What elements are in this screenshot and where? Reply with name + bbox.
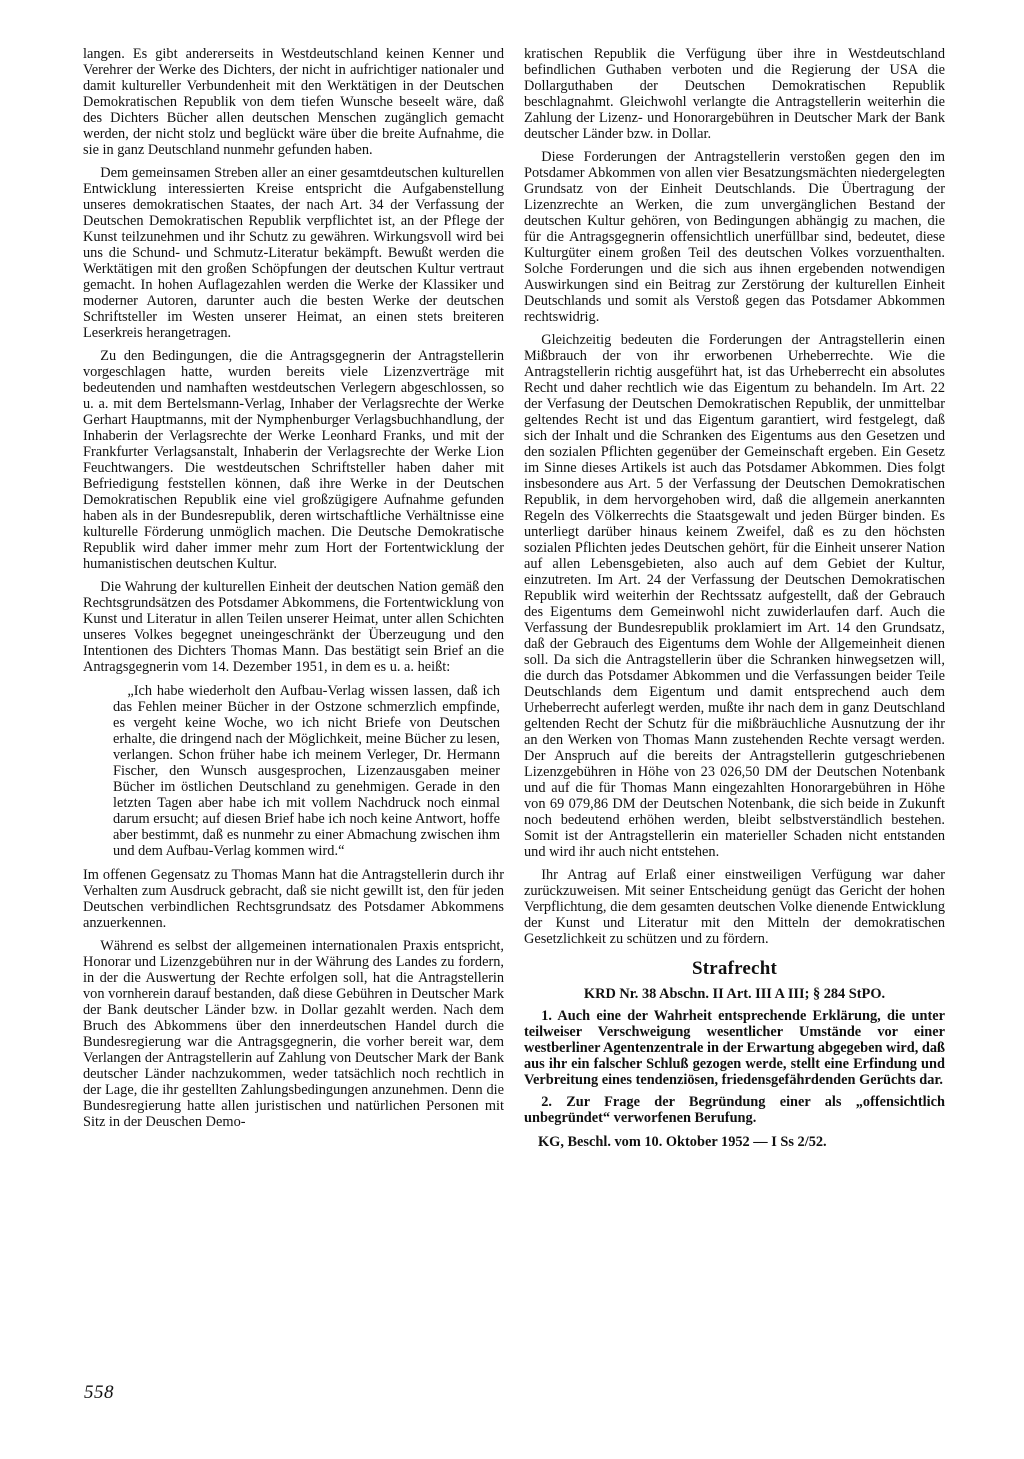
paragraph: langen. Es gibt andererseits in Westdeutschland keinen Kenner und Verehrer der Werke des Dichters, der nicht in aufrichtiger nationaler und damit kultureller Verbundenheit mit den Werktätigen in der Deutschen Demokratischen Republik von dem tiefen Wunsche beseelt wäre, daß des Dichters Bücher allen deutschen Menschen zugänglich gemacht werden, der nicht stolz und beglückt wäre über die breite Aufnahme, die sie in ganz Deutschland nunmehr gefunden haben. bbox=[83, 46, 504, 158]
statute-reference: KRD Nr. 38 Abschn. II Art. III A III; § 284 StPO. bbox=[583, 986, 886, 1002]
paragraph: Während es selbst der allgemeinen internationalen Praxis entspricht, Honorar und Lizenzgebühren nur in der Währung des Landes zu fordern, in der die Auswertung der Rechte erfolgen soll, hat die Antragstellerin von vornherein darauf bestanden, daß diese Gebühren in Deutscher Mark der Bank deutscher Länder bzw. in Dollar gezahlt werden. Nach dem Bruch des Abkommens über den innerdeutschen Handel durch die Bundesregierung war die Antragsgegnerin, die vorher bereit war, dem Verlangen der Antragstellerin auf Zahlung von Deutscher Mark der Bank deutscher Länder nachzukommen, weder tatsächlich noch rechtlich in der Lage, die ihr gestellten Zahlungsbedingungen anzunehmen. Denn die Bundesregierung hatte allen juristischen und natürlichen Personen mit Sitz in der Deuschen Demo- bbox=[83, 938, 504, 1130]
paragraph: Dem gemeinsamen Streben aller an einer gesamtdeutschen kulturellen Entwicklung interessierten Kreise entspricht die Aufgabenstellung unseres demokratischen Staates, der nach Art. 34 der Verfassung der Deutschen Demokratischen Republik verpflichtet ist, an der Pflege der Kunst teilzunehmen und ihr Schutz zu gewähren. Wirkungsvoll wird bei uns die Schund- und Schmutz-Literatur bekämpft. Bewußt werden die Werktätigen mit den großen Schöpfungen der deutschen Kultur vertraut gemacht. In hohen Auflagezahlen werden die Werke der Klassiker und moderner Autoren, darunter auch die besten Werke der deutschen Schriftsteller im Westen unserer Heimat, an einen stets breiteren Leserkreis herangetragen. bbox=[83, 165, 504, 341]
headnote: 1. Auch eine der Wahrheit entsprechende Erklärung, die unter teilweiser Verschweigung wesentlicher Umstände vor einer westberliner Agentenzentrale in der Erwartung abgegeben wird, daß aus ihr ein falscher Schluß gezogen werde, stellt eine Erfindung und Verbreitung eines tendenziösen, friedensgefährdenden Gerüchts dar. bbox=[524, 1008, 945, 1088]
paragraph: kratischen Republik die Verfügung über ihre in Westdeutschland befindlichen Guthaben verboten und die Regierung der USA die Dollarguthaben der Deutschen Demokratischen Republik beschlagnahmt. Gleichwohl verlangte die Antragstellerin weiterhin die Zahlung der Lizenz- und Honorargebühren in Deutscher Mark der Bank deutscher Länder bzw. in Dollar. bbox=[524, 46, 945, 142]
left-column bbox=[83, 46, 504, 1130]
block-quote: „Ich habe wiederholt den Aufbau-Verlag wissen lassen, daß ich das Fehlen meiner Bücher in der Ostzone schmerzlich empfinde, es vergeht keine Woche, wo ich nicht Briefe von Deutschen erhalte, die dringend nach der Möglichkeit, meine Bücher zu lesen, verlangen. Schon früher habe ich meinem Verleger, Dr. Hermann Fischer, den Wunsch ausgesprochen, Lizenzausgaben meiner Bücher im östlichen Deutschland zu genehmigen. Gerade in den letzten Tagen aber habe ich mit vollem Nachdruck noch einmal darum ersucht; auf diesen Brief habe ich noch keine Antwort, hoffe aber bestimmt, daß es nunmehr zu einer Abmachung zwischen ihm und dem Aufbau-Verlag kommen wird.“ bbox=[113, 683, 500, 859]
headnote: 2. Zur Frage der Begründung einer als „offensichtlich unbegründet“ verworfenen Berufung. bbox=[524, 1094, 945, 1126]
section-heading: Strafrecht bbox=[691, 958, 777, 979]
paragraph: Die Wahrung der kulturellen Einheit der deutschen Nation gemäß den Rechtsgrundsätzen des Potsdamer Abkommens, die Fortentwicklung von Kunst und Literatur in allen Teilen unserer Heimat, unter allen Schichten unseres Volkes begegnet uneingeschränkt der Überzeugung und den Intentionen des Dichters Thomas Mann. Das bestätigt sein Brief an die Antragsgegnerin vom 14. Dezember 1951, in dem es u. a. heißt: bbox=[83, 579, 504, 675]
paragraph: Ihr Antrag auf Erlaß einer einstweiligen Verfügung war daher zurückzuweisen. Mit seiner Entscheidung genügt das Gericht der hohen Verpflichtung, die dem gesamten deutschen Volke dienende Entwicklung der Kunst und Literatur mit den Mitteln der demokratischen Gesetzlichkeit zu schützen und zu fördern. bbox=[524, 867, 945, 947]
page-number: 558 bbox=[84, 1382, 114, 1403]
paragraph: Gleichzeitig bedeuten die Forderungen der Antragstellerin einen Mißbrauch der von ihr erworbenen Urheberrechte. Wie die Antragstellerin richtig ausgeführt hat, ist das Urheberrecht ein absolutes Recht und daher rechtlich wie das Eigentum zu behandeln. Im Art. 22 der Verfasung der Deutschen Demokratischen Republik, der unmittelbar geltendes Recht ist und das Eigentum garantiert, wird festgelegt, daß sich der Inhalt und die Schranken des Eigentums aus den Gesetzen und den sozialen Pflichten gegenüber der Gemeinschaft ergeben. Ein Gesetz im Sinne dieses Artikels ist auch das Potsdamer Abkommen. Dies folgt insbesondere aus Art. 5 der Verfassung der Deutschen Demokratischen Republik, in dem hervorgehoben wird, daß die allgemein anerkannten Regeln des Völkerrechts die Staatsgewalt und jeden Bürger binden. Es unterliegt darüber hinaus keinem Zweifel, daß es zu den höchsten sozialen Pflichten jedes Deutschen gehört, für die Einheit unserer Nation auf allen Lebensgebieten, also auch auf dem Gebiet der Kultur, einzutreten. Im Art. 24 der Verfassung der Deutschen Demokratischen Republik wird weiterhin der Rechtssatz aufgestellt, daß der Gebrauch des Eigentums dem Gemeinwohl nicht zuwiderlaufen darf. Auch die Verfassung der Bundesrepublik proklamiert im Art. 14 den Grundsatz, daß der Gebrauch des Eigentums dem Wohle der Allgemeinheit dienen soll. Da sich die Antragstellerin über die Schranken hinwegsetzen will, die durch das Potsdamer Abkommen und die Verfassungen beider Teile Deutschlands dem Eigentum und damit entsprechend auch dem Urheberrecht auferlegt werden, mußte ihr nach dem in ganz Deutschland geltenden Recht der Schutz für die mißbräuchliche Ausnutzung der ihr an den Werken von Thomas Mann zustehenden Rechte versagt werden. Der Anspruch auf die bereits der Antragstellerin gutgeschriebenen Lizenzgebühren in Höhe von 23 026,50 DM der Deutschen Notenbank und auf die für Thomas Mann eingezahlten Honorargebühren in Höhe von 69 079,86 DM der Deutschen Notenbank, die sich beide in Zukunft noch bedeutend erhöhen werden, bleibt selbstverständlich bestehen. Somit ist der Antragstellerin ein materieller Schaden nicht entstanden und wird ihr auch nicht entstehen. bbox=[524, 332, 945, 860]
case-citation: KG, Beschl. vom 10. Oktober 1952 — I Ss 2/52. bbox=[538, 1134, 827, 1150]
paragraph: Zu den Bedingungen, die die Antragsgegnerin der Antragstellerin vorgeschlagen hatte, wurden bereits viele Lizenzverträge mit bedeutenden und namhaften westdeutschen Verlegern abgeschlossen, so u. a. mit dem Bertelsmann-Verlag, Inhaber der Verlagsrechte der Werke Gerhart Hauptmanns, mit der Nymphenburger Verlagsbuchhandlung, der Inhaberin der Verlagsrechte der Werke Leonhard Franks, und mit der Frankfurter Verlagsanstalt, Inhaberin der Verlagsrechte der Werke Lion Feuchtwangers. Die westdeutschen Schriftsteller haben daher mit Befriedigung feststellen können, daß ihre Werke in der Deutschen Demokratischen Republik eine viel großzügigere Aufnahme gefunden haben als in der Bundesrepublik, deren wirtschaftliche Verhältnisse eine kulturelle Förderung unmöglich machen. Die Deutsche Demokratische Republik wird daher immer mehr zum Hort der Fortentwicklung der humanistischen deutschen Kultur. bbox=[83, 348, 504, 572]
right-column bbox=[524, 46, 945, 1150]
paragraph: Diese Forderungen der Antragstellerin verstoßen gegen den im Potsdamer Abkommen von allen vier Besatzungsmächten niedergelegten Grundsatz von der Einheit Deutschlands. Die Übertragung der Lizenzrechte an Werken, die zum unvergänglichen Bestand der deutschen Kultur gehören, von Bedingungen abhängig zu machen, die für die Antragsgegnerin offensichtlich unerfüllbar sind, bedeutet, diese Kulturgüter einem großen Teil des deutschen Volkes vorzuenthalten. Solche Forderungen und die sich aus ihnen ergebenden notwendigen Auswirkungen sind ein Beitrag zur Zerstörung der kulturellen Einheit Deutschlands und somit als Verstoß gegen das Potsdamer Abkommen rechtswidrig. bbox=[524, 149, 945, 325]
paragraph: Im offenen Gegensatz zu Thomas Mann hat die Antragstellerin durch ihr Verhalten zum Ausdruck gebracht, daß sie nicht gewillt ist, den für jeden Deutschen verbindlichen Rechtsgrundsatz des Potsdamer Abkommens anzuerkennen. bbox=[83, 867, 504, 931]
